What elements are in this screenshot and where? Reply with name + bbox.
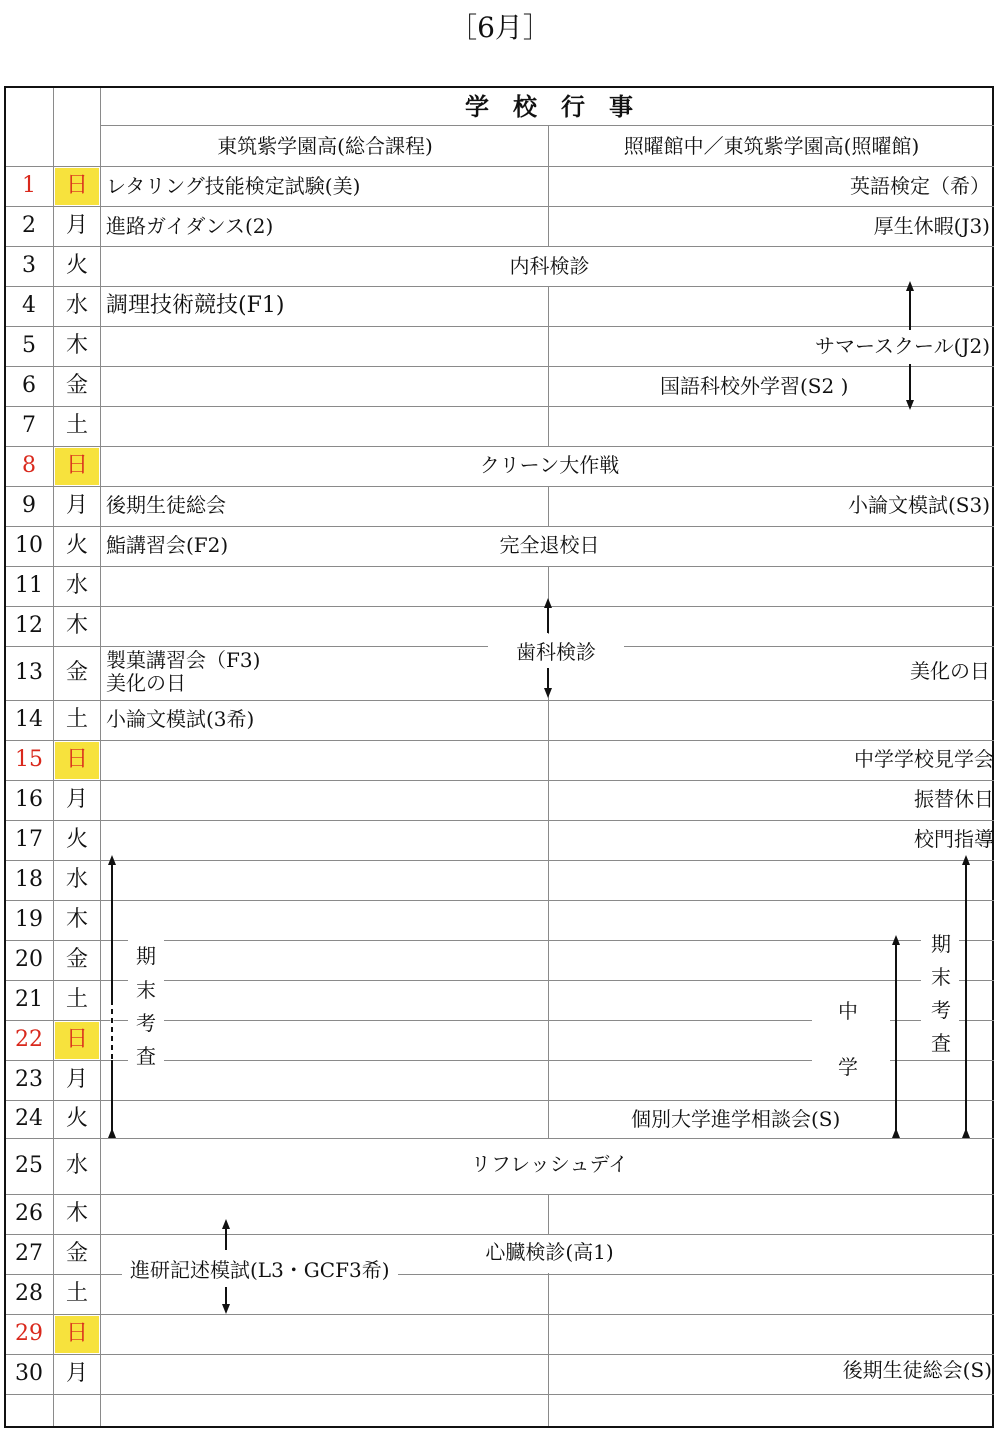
day-number: 11	[15, 573, 43, 598]
exam-right-char-4: 査	[931, 1031, 951, 1055]
header-col-right: 照曜館中／東筑紫学園高(照曜館)	[623, 134, 920, 158]
day-weekday: 水	[65, 1153, 88, 1178]
event-13-right: 美化の日	[910, 659, 990, 683]
day-weekday: 木	[65, 613, 88, 638]
day-number: 28	[15, 1281, 43, 1306]
event-9-left: 後期生徒総会	[106, 493, 226, 517]
exam-right-char-1: 期	[931, 932, 951, 956]
day-weekday: 日	[65, 747, 88, 772]
day-number: 14	[15, 707, 43, 732]
chugaku-char-1: 中	[838, 999, 858, 1023]
event-15-right: 中学学校見学会	[854, 747, 994, 771]
exam-right-char-2: 末	[931, 965, 951, 989]
day-number: 15	[15, 747, 43, 772]
day-weekday: 木	[65, 333, 88, 358]
day-weekday: 木	[65, 1201, 88, 1226]
day-number: 10	[15, 533, 43, 558]
day-weekday: 水	[65, 573, 88, 598]
day-number: 17	[15, 827, 43, 852]
day-number: 18	[15, 867, 43, 892]
event-14-left: 小論文模試(3希)	[106, 707, 255, 731]
event-4-left: 調理技術競技(F1)	[106, 293, 285, 318]
event-6-right: 国語科校外学習(S2 )	[660, 374, 849, 398]
event-27-center: 心臓検診(高1)	[485, 1240, 614, 1264]
day-number: 1	[22, 173, 36, 198]
day-weekday: 水	[65, 867, 88, 892]
day-number: 19	[15, 907, 43, 932]
day-weekday: 月	[65, 493, 88, 518]
day-weekday: 火	[65, 1106, 88, 1131]
day-weekday: 月	[65, 787, 88, 812]
day-weekday: 金	[65, 947, 88, 972]
day-weekday: 日	[65, 1027, 88, 1052]
day-number: 30	[15, 1361, 43, 1386]
event-13-left-2: 美化の日	[106, 671, 186, 695]
day-number: 13	[15, 660, 43, 685]
day-number: 26	[15, 1201, 43, 1226]
day-weekday: 金	[65, 1241, 88, 1266]
event-25-center: リフレッシュデイ	[470, 1152, 629, 1176]
event-16-right: 振替休日	[914, 787, 994, 811]
event-12-center: 歯科検診	[490, 640, 622, 664]
day-number: 25	[15, 1153, 43, 1178]
day-number: 7	[22, 413, 36, 438]
day-number: 24	[15, 1106, 43, 1131]
event-30-right: 後期生徒総会(S)	[842, 1358, 992, 1382]
day-number: 9	[22, 493, 36, 518]
event-8-center: クリーン大作戦	[479, 453, 620, 477]
day-number: 27	[15, 1241, 43, 1266]
exam-left-char-2: 末	[136, 978, 156, 1002]
day-number: 4	[22, 293, 36, 318]
day-number: 29	[15, 1321, 43, 1346]
event-13-left-1: 製菓講習会（F3)	[106, 648, 261, 672]
day-weekday: 日	[65, 453, 88, 478]
day-number: 23	[15, 1067, 43, 1092]
event-9-right: 小論文模試(S3)	[847, 493, 990, 517]
day-number: 6	[22, 373, 36, 398]
day-weekday: 火	[65, 253, 88, 278]
event-2-right: 厚生休暇(J3)	[873, 214, 990, 238]
header-main: 学 校 行 事	[465, 92, 633, 121]
event-27-left: 進研記述模試(L3・GCF3希)	[122, 1258, 398, 1282]
day-weekday: 火	[65, 827, 88, 852]
event-3-center: 内科検診	[509, 254, 590, 278]
day-number: 16	[15, 787, 43, 812]
event-17-right: 校門指導	[914, 827, 994, 851]
event-5-right: サマースクール(J2)	[809, 334, 990, 358]
event-1-left: レタリング技能検定試験(美)	[106, 174, 361, 198]
day-weekday: 水	[65, 293, 88, 318]
day-weekday: 月	[65, 1067, 88, 1092]
day-weekday: 土	[65, 987, 88, 1012]
event-10-center: 完全退校日	[499, 533, 600, 557]
day-weekday: 月	[65, 213, 88, 238]
day-weekday: 日	[65, 1321, 88, 1346]
chugaku-char-2: 学	[838, 1055, 858, 1079]
day-number: 5	[22, 333, 36, 358]
day-number: 8	[22, 453, 36, 478]
day-number: 22	[15, 1027, 43, 1052]
day-weekday: 金	[65, 373, 88, 398]
event-2-left: 進路ガイダンス(2)	[106, 214, 274, 238]
event-1-right: 英語検定（希）	[850, 174, 990, 198]
day-weekday: 日	[65, 173, 88, 198]
day-weekday: 土	[65, 707, 88, 732]
day-number: 3	[22, 253, 36, 278]
day-number: 12	[15, 613, 43, 638]
page-title: ［6月］	[449, 11, 551, 44]
exam-left-char-4: 査	[136, 1044, 156, 1068]
exam-left-char-3: 考	[136, 1011, 156, 1035]
event-24-right: 個別大学進学相談会(S)	[631, 1107, 841, 1131]
day-weekday: 木	[65, 907, 88, 932]
day-number: 2	[22, 213, 36, 238]
event-10-left: 鮨講習会(F2)	[106, 533, 229, 557]
day-number: 21	[15, 987, 43, 1012]
day-weekday: 火	[65, 533, 88, 558]
day-number: 20	[15, 947, 43, 972]
exam-right-char-3: 考	[931, 998, 951, 1022]
header-col-left: 東筑紫学園高(総合課程)	[217, 134, 433, 158]
day-weekday: 土	[65, 413, 88, 438]
exam-left-char-1: 期	[136, 944, 156, 968]
day-weekday: 金	[65, 660, 88, 685]
day-weekday: 月	[65, 1361, 88, 1386]
day-weekday: 土	[65, 1281, 88, 1306]
